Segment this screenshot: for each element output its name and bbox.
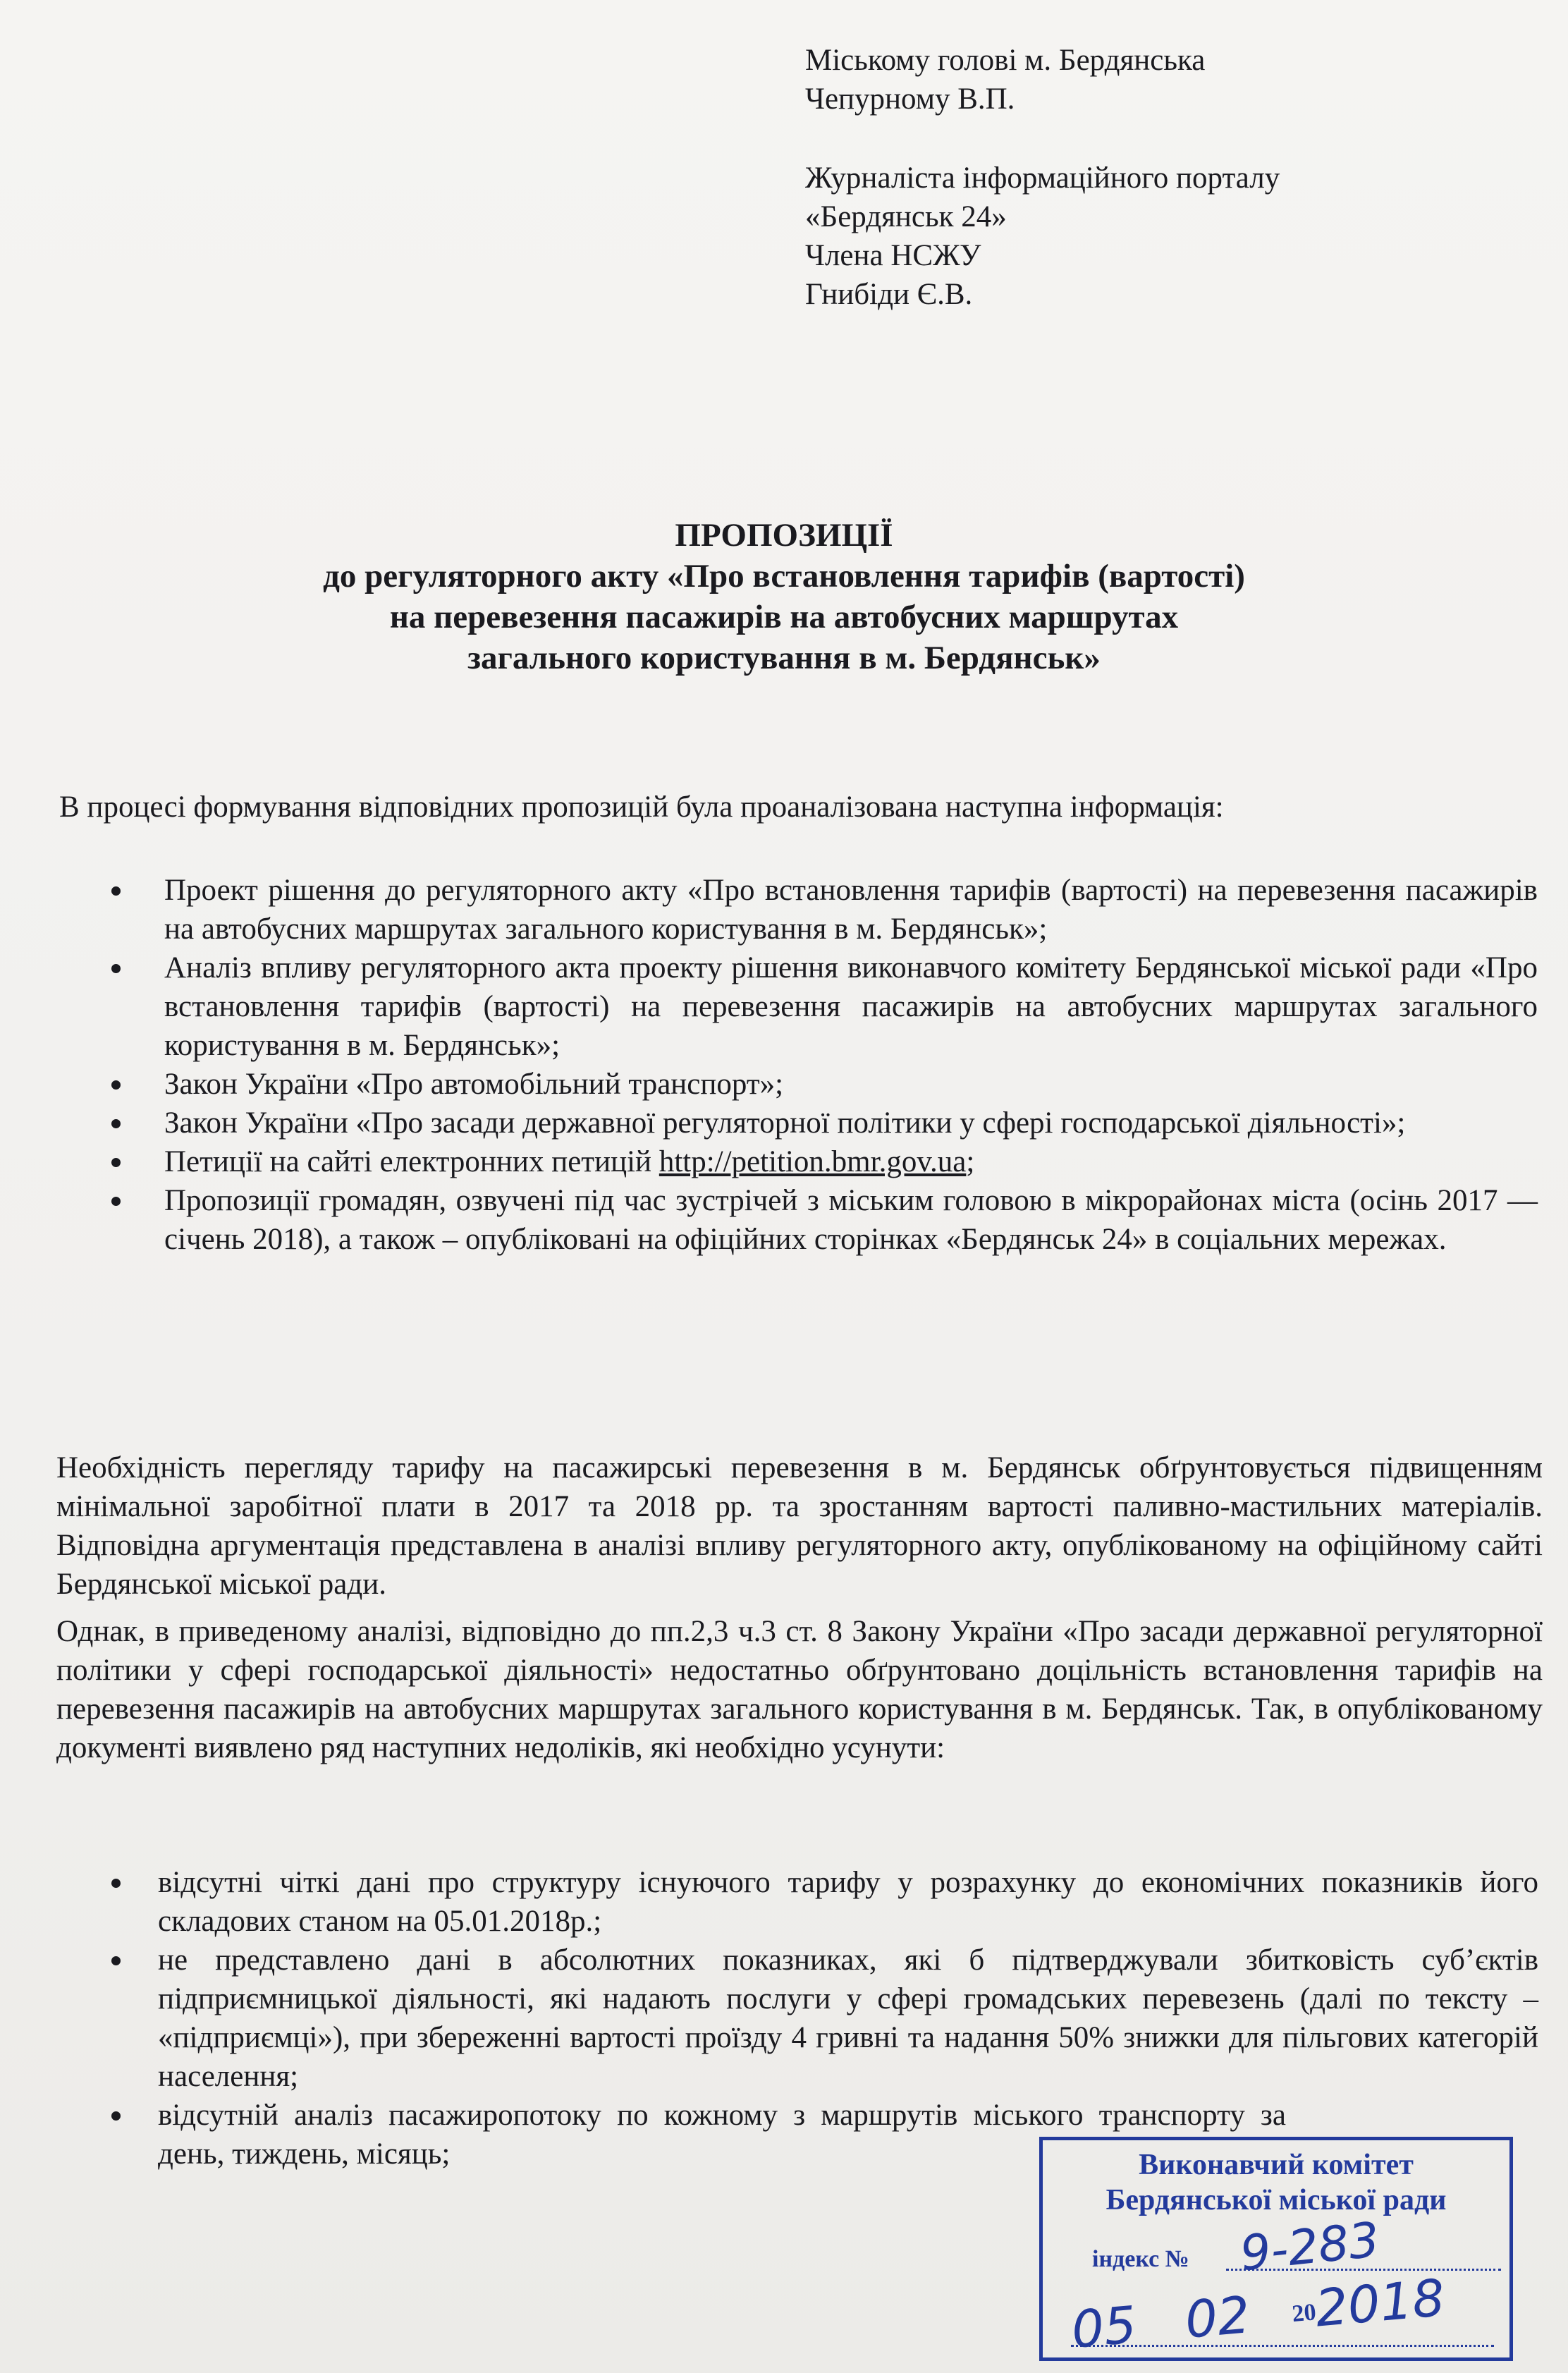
- stamp-index-value: 9-283: [1237, 2212, 1383, 2283]
- bullet-icon: [111, 886, 121, 896]
- bullet-icon: [111, 1080, 121, 1090]
- sender-line: «Бердянськ 24»: [805, 200, 1007, 233]
- sender-line: Члена НСЖУ: [805, 239, 981, 272]
- list-item: Проект рішення до регуляторного акту «Про встановлення тарифів (вартості) на перевезення пасажирів на автобусних маршрутах загального користування в м. Бердянськ»;: [0, 871, 1538, 948]
- bullet-icon: [111, 1197, 121, 1206]
- bullet-icon: [111, 2111, 121, 2121]
- stamp-org-line: Виконавчий комітет: [1139, 2149, 1414, 2181]
- intro-paragraph: В процесі формування відповідних пропозицій була проаналізована наступна інформація:: [59, 791, 1224, 824]
- stamp-year: 2018: [1313, 2267, 1447, 2338]
- stamp-month: 02: [1182, 2285, 1253, 2350]
- body-paragraph: Необхідність перегляду тарифу на пасажирські перевезення в м. Бердянськ обґрунтовується підвищенням мінімальної заробітної плати в 2017 та 2018 рр. та зростанням вартості паливно-мастильних матеріалів. Відповідна аргументація представлена в аналізі впливу регуляторного акту, опублікованому на офіційному сайті Бердянської міської ради.: [56, 1451, 1543, 1601]
- title-line: загального користування в м. Бердянськ»: [467, 640, 1101, 676]
- list-item: Аналіз впливу регуляторного акта проекту рішення виконавчого комітету Бердянської міської ради «Про встановлення тарифів (вартості) на перевезення пасажирів на автобусних маршрутах загального користування в м. Бердянськ»;: [0, 948, 1538, 1065]
- addressee-block: [805, 41, 1280, 314]
- bullet-icon: [111, 964, 121, 973]
- list-item: не представлено дані в абсолютних показниках, які б підтверджували збитковість суб’єктів підприємницької діяльності, які надають послуги у сфері громадських перевезень (далі по тексту – «підприємці»), при збереженні вартості проїзду 4 гривні та надання 50% знижки для пільгових категорій населення;: [0, 1941, 1538, 2096]
- title-line: до регуляторного акту «Про встановлення тарифів (вартості): [323, 558, 1245, 594]
- sources-list: [0, 871, 1538, 1259]
- body-paragraph: Однак, в приведеному аналізі, відповідно до пп.2,3 ч.3 ст. 8 Закону України «Про засади державної регуляторної політики у сфері господарської діяльності» недостатньо обґрунтовано доцільність встановлення тарифів на перевезення пасажирів на автобусних маршрутах загального користування в м. Бердянськ. Так, в опублікованому документі виявлено ряд наступних недоліків, які необхідно усунути:: [56, 1615, 1543, 1764]
- list-item: відсутні чіткі дані про структуру існуючого тарифу у розрахунку до економічних показників його складових станом на 05.01.2018р.;: [0, 1863, 1538, 1941]
- bullet-icon: [111, 1158, 121, 1167]
- shortcomings-list: [0, 1863, 1538, 2173]
- bullet-icon: [111, 1956, 121, 1965]
- addressee-line: Міському голові м. Бердянська: [805, 44, 1206, 77]
- list-item: Пропозиції громадян, озвучені під час зустрічей з міським головою в мікрорайонах міста (осінь 2017 — січень 2018), а також – опубліковані на офіційних сторінках «Бердянськ 24» в соціальних мережах.: [0, 1181, 1538, 1259]
- stamp-org-line: Бердянської міської ради: [1105, 2184, 1447, 2216]
- list-item: Закон України «Про засади державної регуляторної політики у сфері господарської діяльності»;: [0, 1104, 1538, 1142]
- bullet-icon: [111, 1119, 121, 1128]
- petition-link[interactable]: http://petition.bmr.gov.ua: [659, 1145, 967, 1178]
- sender-line: Гнибіди Є.В.: [805, 278, 973, 311]
- stamp-index-label: індекс №: [1092, 2246, 1189, 2272]
- addressee-line: Чепурному В.П.: [805, 83, 1015, 116]
- list-item: відсутній аналіз пасажиропотоку по кожному з маршрутів міського транспорту за день, тиждень, місяць;: [0, 2096, 1286, 2173]
- document-title: [0, 515, 1568, 678]
- stamp-day: 05: [1069, 2295, 1139, 2360]
- sender-line: Журналіста інформаційного порталу: [805, 161, 1280, 195]
- title-heading: ПРОПОЗИЦІЇ: [675, 517, 893, 554]
- title-line: на перевезення пасажирів на автобусних маршрутах: [389, 599, 1179, 635]
- list-item: Петиції на сайті електронних петицій http://petition.bmr.gov.ua;: [0, 1142, 1538, 1181]
- list-item: Закон України «Про автомобільний транспорт»;: [0, 1065, 1538, 1104]
- stamp-year-prefix: 20: [1291, 2299, 1318, 2328]
- bullet-icon: [111, 1879, 121, 1888]
- registration-stamp: [1039, 2137, 1513, 2361]
